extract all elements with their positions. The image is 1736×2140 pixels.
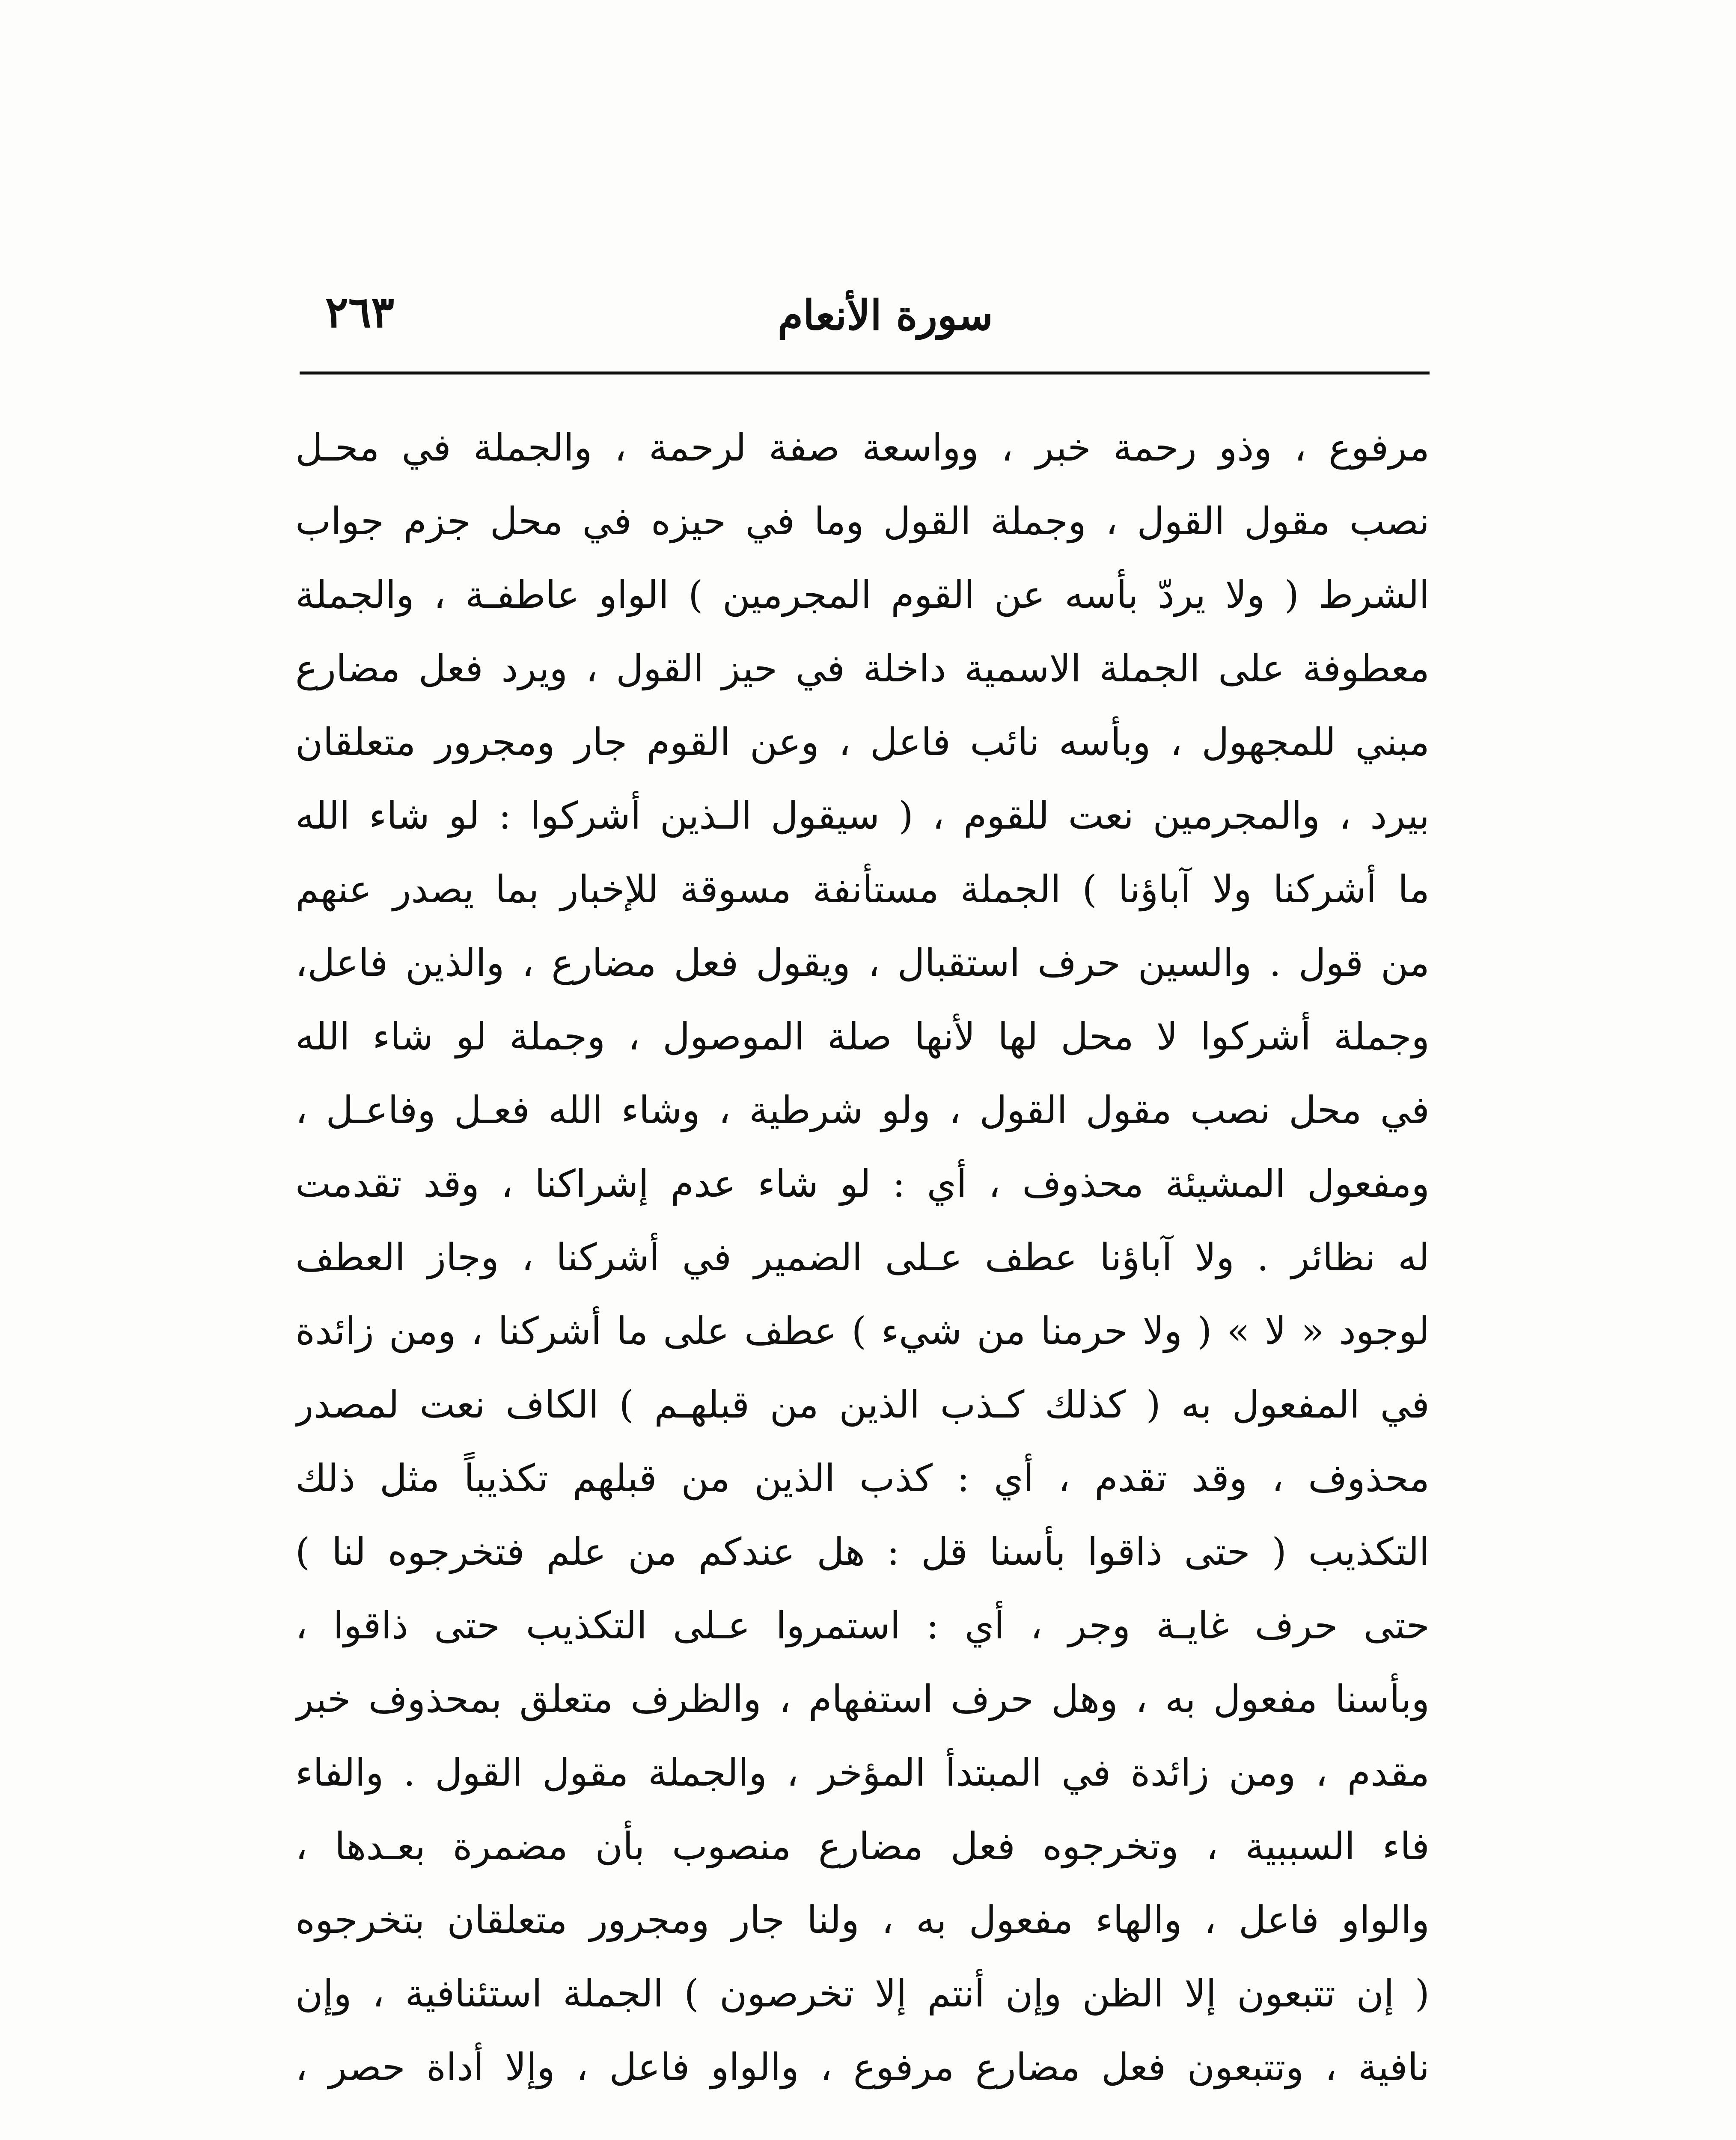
text-line: ومفعول المشيئة محذوف ، أي : لو شاء عدم إشراكنا ، وقد تقدمت — [295, 1162, 1430, 1206]
text-line: الشرط ( ولا يردّ بأسه عن القوم المجرمين ) الواو عاطفـة ، والجملة — [295, 573, 1430, 617]
text-line: مرفوع ، وذو رحمة خبر ، وواسعة صفة لرحمة ، والجملة في محـل — [295, 425, 1430, 470]
page-number: ٢٦٣ — [325, 287, 395, 337]
text-line: والواو فاعل ، والهاء مفعول به ، ولنا جار ومجرور متعلقان بتخرجوه — [295, 1898, 1430, 1942]
page-header — [300, 274, 1430, 355]
text-line: محذوف ، وقد تقدم ، أي : كذب الذين من قبلهم تكذيباً مثل ذلك — [295, 1456, 1430, 1500]
text-line: مقدم ، ومن زائدة في المبتدأ المؤخر ، والجملة مقول القول . والفاء — [295, 1751, 1430, 1795]
text-line: فاء السببية ، وتخرجوه فعل مضارع منصوب بأن مضمرة بعـدها ، — [295, 1824, 1430, 1868]
text-line: له نظائر . ولا آباؤنا عطف عـلى الضمير في أشركنا ، وجاز العطف — [295, 1235, 1430, 1279]
text-line: بيرد ، والمجرمين نعت للقوم ، ( سيقول الـذين أشركوا : لو شاء الله — [295, 794, 1430, 838]
text-line: من قول . والسين حرف استقبال ، ويقول فعل مضارع ، والذين فاعل، — [295, 941, 1430, 985]
text-line: ( إن تتبعون إلا الظن وإن أنتم إلا تخرصون ) الجملة استئنافية ، وإن — [295, 1971, 1430, 2015]
text-line: معطوفة على الجملة الاسمية داخلة في حيز القول ، ويرد فعل مضارع — [295, 646, 1430, 690]
text-line: التكذيب ( حتى ذاقوا بأسنا قل : هل عندكم من علم فتخرجوه لنا ) — [295, 1530, 1430, 1574]
text-line: ما أشركنا ولا آباؤنا ) الجملة مستأنفة مسوقة للإخبار بما يصدر عنهم — [295, 867, 1430, 911]
text-line: حتى حرف غايـة وجر ، أي : استمروا عـلى التكذيب حتى ذاقوا ، — [295, 1603, 1430, 1647]
surah-title: سورة الأنعام — [777, 291, 993, 339]
text-line: نافية ، وتتبعون فعل مضارع مرفوع ، والواو فاعل ، وإلا أداة حصر ، — [295, 2045, 1430, 2089]
text-line: وجملة أشركوا لا محل لها لأنها صلة الموصول ، وجملة لو شاء الله — [295, 1014, 1430, 1058]
text-line: لوجود « لا » ( ولا حرمنا من شيء ) عطف على ما أشركنا ، ومن زائدة — [295, 1309, 1430, 1353]
text-line: مبني للمجهول ، وبأسه نائب فاعل ، وعن القوم جار ومجرور متعلقان — [295, 720, 1430, 764]
text-line: نصب مقول القول ، وجملة القول وما في حيزه في محل جزم جواب — [295, 499, 1430, 543]
text-line: وبأسنا مفعول به ، وهل حرف استفهام ، والظرف متعلق بمحذوف خبر — [295, 1677, 1430, 1721]
text-line: في المفعول به ( كذلك كـذب الذين من قبلهـم ) الكاف نعت لمصدر — [295, 1382, 1430, 1427]
text-line: في محل نصب مقول القول ، ولو شرطية ، وشاء الله فعـل وفاعـل ، — [295, 1088, 1430, 1132]
body-text — [295, 411, 1430, 2104]
header-divider — [300, 372, 1430, 374]
